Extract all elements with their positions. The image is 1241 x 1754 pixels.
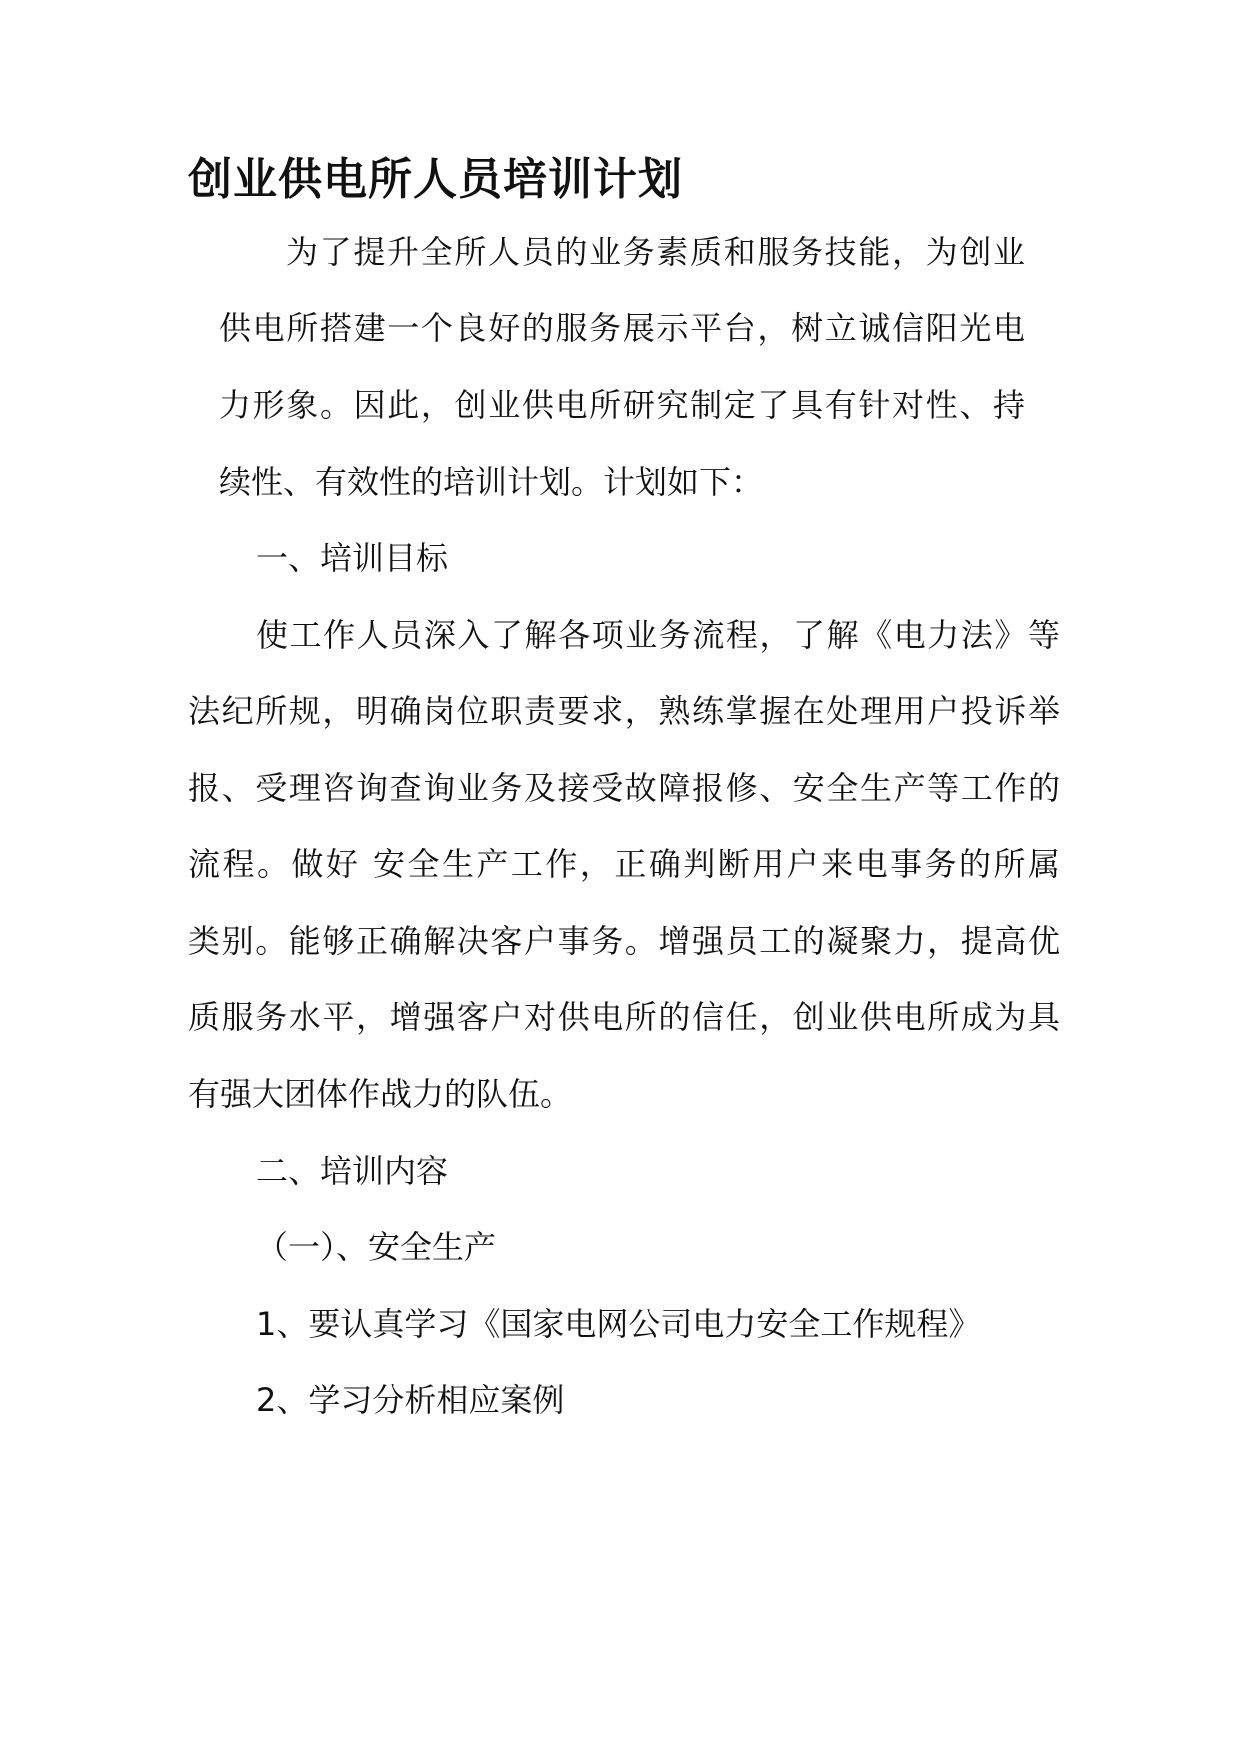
goals-line: 法纪所规，明确岗位职责要求，熟练掌握在处理用户投诉举 xyxy=(188,692,1060,730)
section-heading-goals: 一、培训目标 xyxy=(256,539,449,577)
intro-line: 为了提升全所人员的业务素质和服务技能，为创业 xyxy=(286,233,1025,271)
goals-line: 有强大团体作战力的队伍。 xyxy=(188,1075,573,1113)
document-title: 创业供电所人员培训计划 xyxy=(188,154,683,205)
goals-line: 使工作人员深入了解各项业务流程，了解《电力法》等 xyxy=(256,616,1060,654)
subsection-heading-safety: （一）、安全生产 xyxy=(256,1228,497,1266)
list-item: 2、学习分析相应案例 xyxy=(256,1381,565,1419)
list-item: 1、要认真学习《国家电网公司电力安全工作规程》 xyxy=(256,1305,981,1343)
goals-line: 流程。做好 安全生产工作，正确判断用户来电事务的所属 xyxy=(188,845,1060,883)
intro-line: 续性、有效性的培训计划。计划如下： xyxy=(219,463,764,501)
goals-line: 质服务水平，增强客户对供电所的信任，创业供电所成为具 xyxy=(188,998,1060,1036)
goals-line: 报、受理咨询查询业务及接受故障报修、安全生产等工作的 xyxy=(188,769,1060,807)
intro-line: 力形象。因此，创业供电所研究制定了具有针对性、持 xyxy=(219,386,1025,424)
goals-line: 类别。能够正确解决客户事务。增强员工的凝聚力，提高优 xyxy=(188,922,1060,960)
section-heading-content: 二、培训内容 xyxy=(256,1152,449,1190)
intro-line: 供电所搭建一个良好的服务展示平台，树立诚信阳光电 xyxy=(219,309,1025,347)
